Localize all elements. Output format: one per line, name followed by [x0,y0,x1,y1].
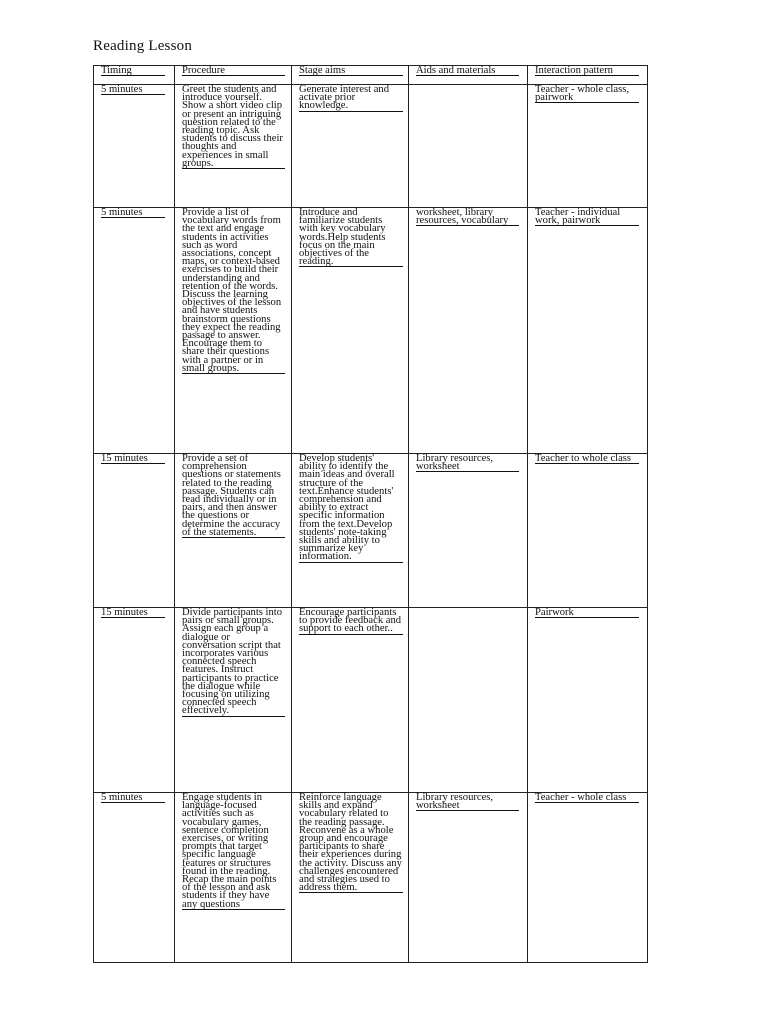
header-stage-aims: Stage aims [292,66,409,85]
cell-aids [409,85,528,208]
table-row [94,454,648,608]
cell-procedure: Engage students in language-focused activities such as vocabulary games, sentence completion exercises, or writing prompts that target specific language features or structures found in the reading. Recap the main points of the lesson and ask students if they have any questions [175,793,292,963]
cell-stage-aims: Generate interest and activate prior knowledge. [292,85,409,208]
header-procedure: Procedure [175,66,292,85]
cell-timing: 15 minutes [94,608,175,793]
cell-procedure: Greet the students and introduce yourself. Show a short video clip or present an intriguing question related to the reading topic. Ask students to discuss their thoughts and experiences in small groups. [175,85,292,208]
cell-timing: 5 minutes [94,85,175,208]
cell-procedure: Divide participants into pairs or small groups. Assign each group a dialogue or conversation script that incorporates various connected speech features. Instruct participants to practice the dialogue while focusing on utilizing connected speech effectively. [175,608,292,793]
cell-stage-aims: Reinforce language skills and expand vocabulary related to the reading passage. Reconvene as a whole group and encourage participants to share their experiences during the activity. Discuss any challenges encountered and strategies used to address them. [292,793,409,963]
header-interaction-pattern: Interaction pattern [528,66,648,85]
cell-procedure: Provide a set of comprehension questions or statements related to the reading passage. Students can read individually or in pairs, and then answer the questions or determine the accuracy of the statements. [175,454,292,608]
cell-interaction: Teacher - whole class [528,793,648,963]
cell-timing: 15 minutes [94,454,175,608]
header-aids-materials: Aids and materials [409,66,528,85]
table-row [94,85,648,208]
table-row [94,793,648,963]
cell-timing: 5 minutes [94,208,175,454]
cell-stage-aims: Develop students' ability to identify the main ideas and overall structure of the text.Enhance students' comprehension and ability to extract specific information from the text.Develop students' note-taking skills and ability to summarize key information. [292,454,409,608]
cell-interaction: Teacher to whole class [528,454,648,608]
cell-interaction: Pairwork [528,608,648,793]
cell-interaction: Teacher - individual work, pairwork [528,208,648,454]
lesson-plan-table [93,65,648,963]
cell-timing: 5 minutes [94,793,175,963]
cell-aids: worksheet, library resources, vocabulary [409,208,528,454]
cell-interaction: Teacher - whole class, pairwork [528,85,648,208]
cell-aids: Library resources, worksheet [409,793,528,963]
header-timing: Timing [94,66,175,85]
table-header-row [94,66,648,85]
cell-aids: Library resources, worksheet [409,454,528,608]
cell-stage-aims: Encourage participants to provide feedback and support to each other.. [292,608,409,793]
document-title: Reading Lesson [93,38,193,54]
table-row [94,208,648,454]
table-row [94,608,648,793]
cell-aids [409,608,528,793]
cell-procedure: Provide a list of vocabulary words from the text and engage students in activities such as word associations, concept maps, or context-based exercises to build their understanding and retention of the words. Discuss the learning objectives of the lesson and have students brainstorm questions they expect the reading passage to answer. Encourage them to share their questions with a partner or in small groups. [175,208,292,454]
cell-stage-aims: Introduce and familiarize students with key vocabulary words.Help students focus on the main objectives of the reading. [292,208,409,454]
